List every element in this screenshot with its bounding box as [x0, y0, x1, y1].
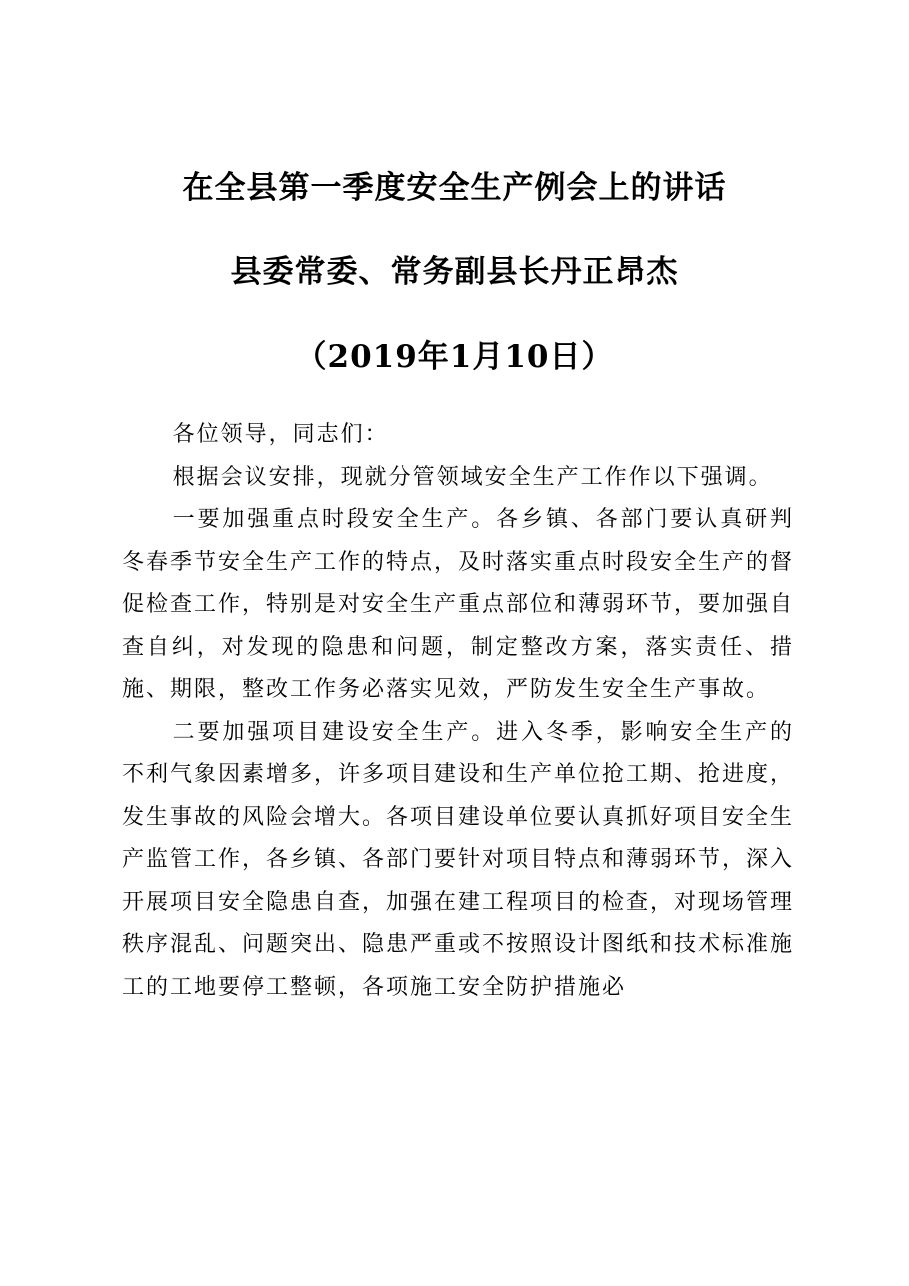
speaker-line: 县委常委、常务副县长丹正昂杰 [230, 254, 679, 290]
document-body [122, 414, 794, 1009]
intro-paragraph: 根据会议安排，现就分管领域安全生产工作作以下强调。 [172, 464, 773, 490]
date-line: （2019年1月10日） [295, 339, 614, 375]
document-title: 在全县第一季度安全生产例会上的讲话 [182, 170, 727, 206]
salutation-paragraph: 各位领导，同志们： [172, 422, 389, 447]
point-two-paragraph: 二要加强项目建设安全生产。进入冬季，影响安全生产的不利气象因素增多，许多项目建设和生产单位抢工期、抢进度，发生事故的风险会增大。各项目建设单位要认真抓好项目安全生产监管工作，各乡镇、各部门要针对项目特点和薄弱环节，深入开展项目安全隐患自查，加强在建工程项目的检查，对现场管理秩序混乱、问题突出、隐患严重或不按照设计图纸和技术标准施工的工地要停工整顿，各项施工安全防护措施必 [122, 719, 795, 1000]
point-one-paragraph: 一要加强重点时段安全生产。各乡镇、各部门要认真研判冬春季节安全生产工作的特点，及时落实重点时段安全生产的督促检查工作，特别是对安全生产重点部位和薄弱环节，要加强自查自纠，对发现的隐患和问题，制定整改方案，落实责任、措施、期限，整改工作务必落实见效，严防发生安全生产事故。 [122, 507, 795, 702]
